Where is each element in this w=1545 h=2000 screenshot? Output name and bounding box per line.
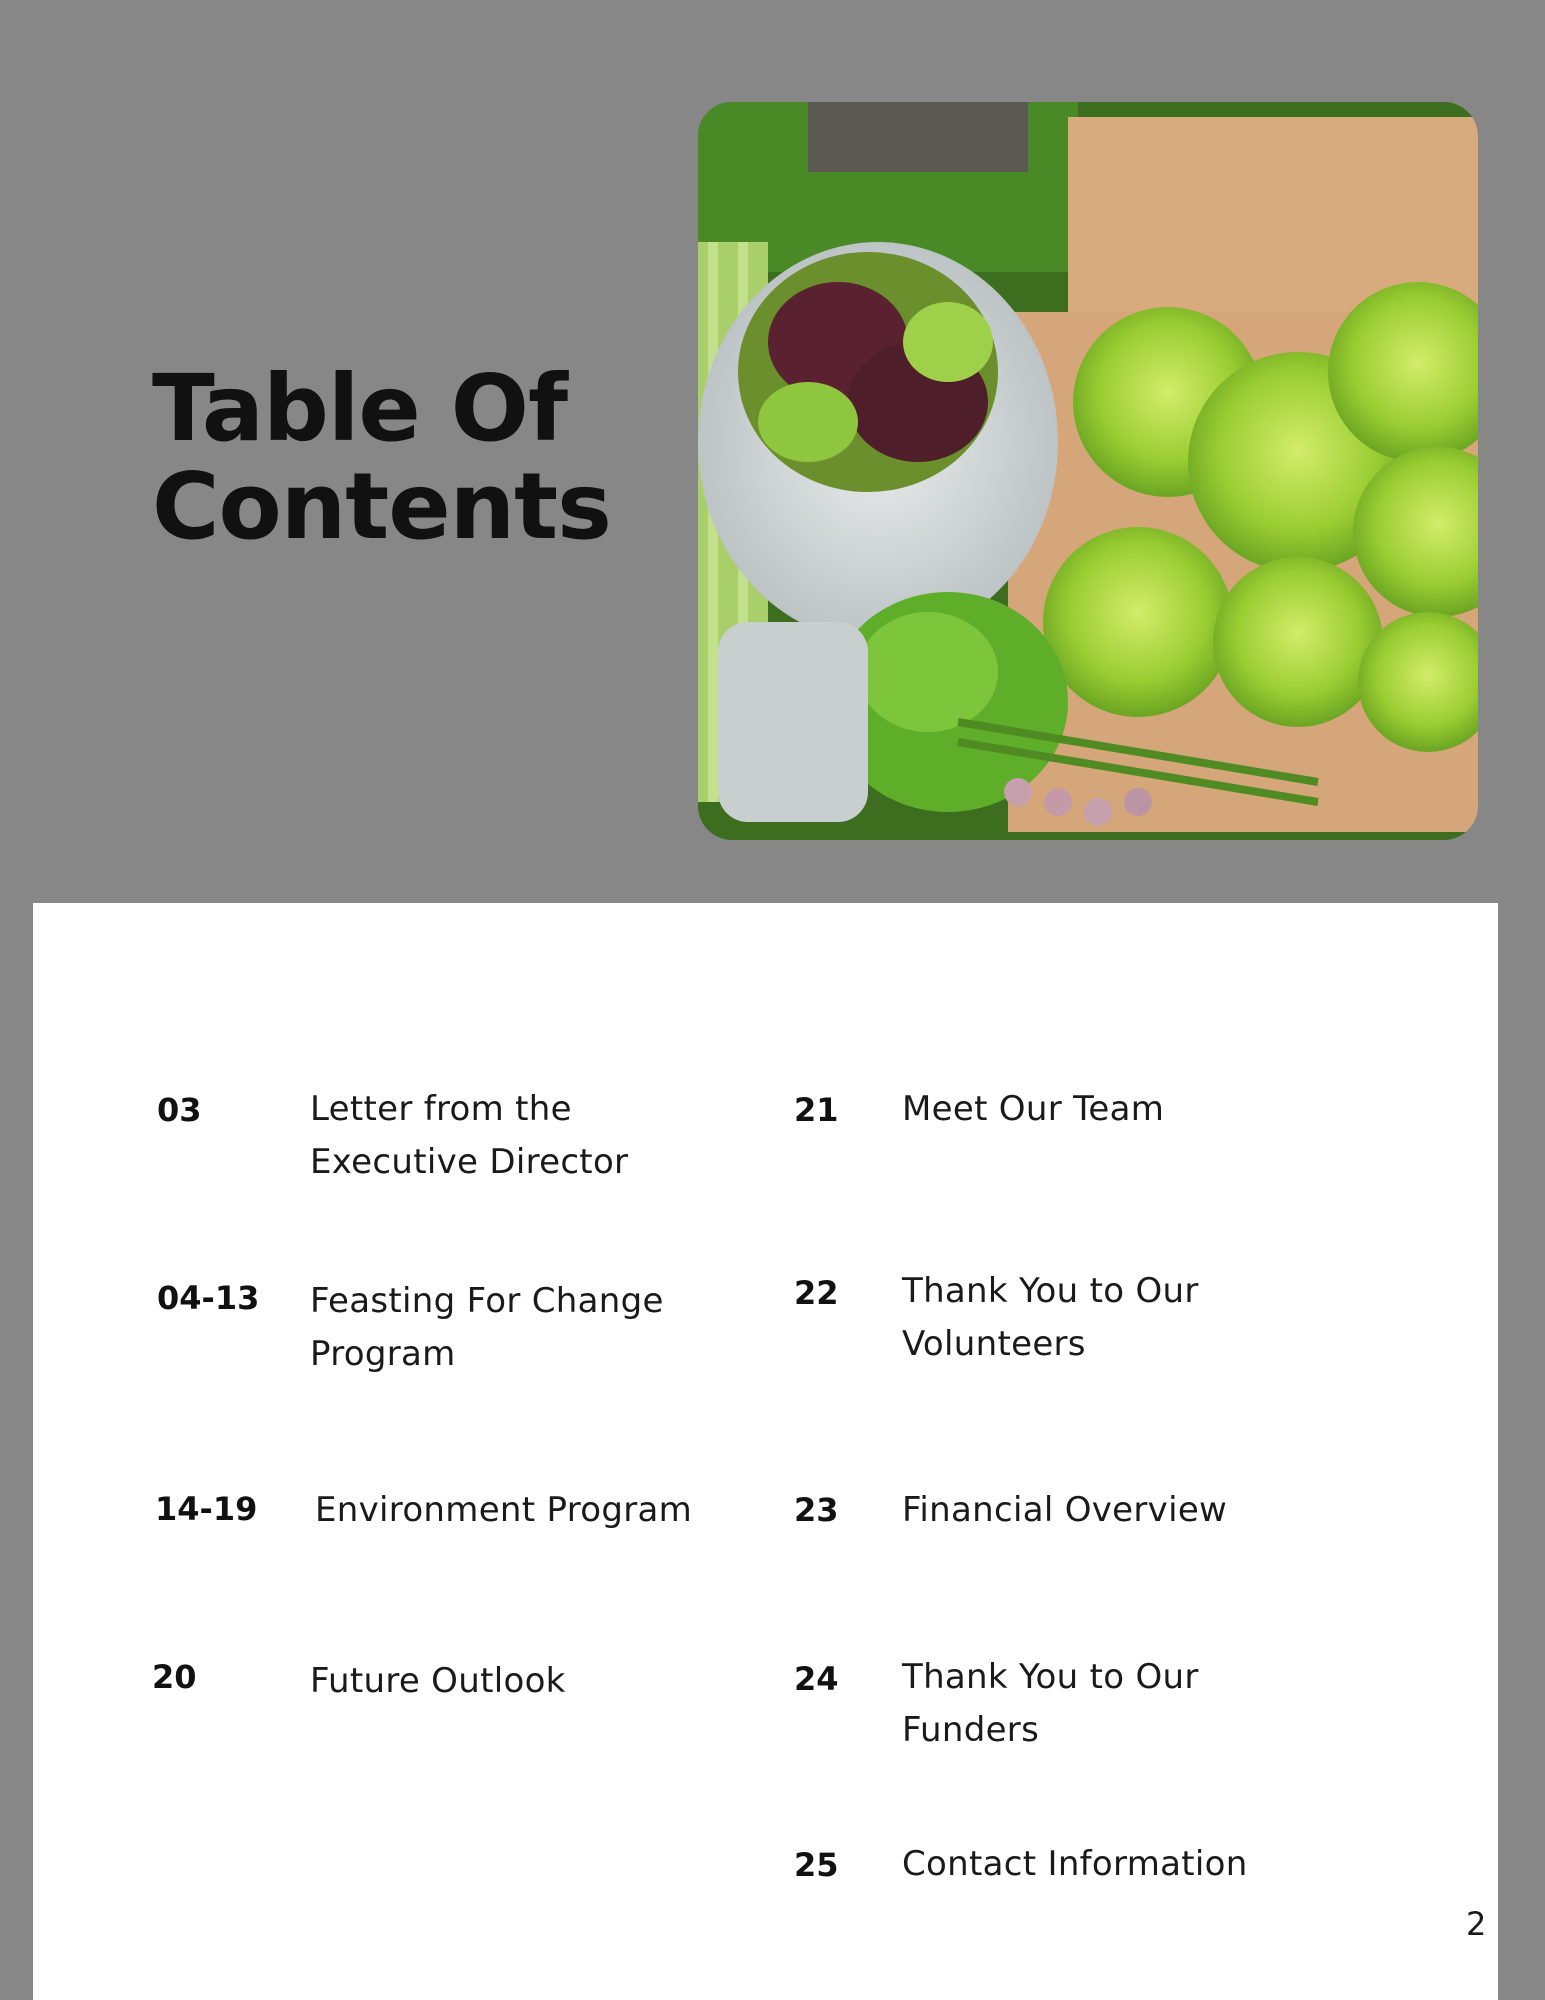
toc-entry-feasting-for-change[interactable]: Feasting For Change Program — [310, 1281, 664, 1374]
toc-page-number: 24 — [794, 1660, 839, 1698]
toc-entry-thank-you-funders[interactable]: Thank You to Our Funders — [902, 1657, 1199, 1750]
toc-entry-environment-program[interactable]: Environment Program — [315, 1490, 693, 1530]
toc-entry-financial-overview[interactable]: Financial Overview — [902, 1490, 1228, 1530]
page-number: 2 — [1466, 1905, 1487, 1943]
toc-page-number: 14-19 — [155, 1490, 258, 1528]
toc-page-number: 25 — [794, 1846, 839, 1884]
lettuce-photo-image — [698, 102, 1478, 840]
hero-photo-lettuce — [698, 102, 1478, 840]
toc-panel — [33, 903, 1498, 2000]
toc-page-number: 04-13 — [157, 1279, 260, 1317]
toc-entry-letter-from-director[interactable]: Letter from the Executive Director — [310, 1089, 629, 1182]
toc-entry-thank-you-volunteers[interactable]: Thank You to Our Volunteers — [902, 1271, 1199, 1364]
toc-page-number: 23 — [794, 1491, 839, 1529]
toc-entry-meet-our-team[interactable]: Meet Our Team — [902, 1089, 1165, 1129]
toc-entry-future-outlook[interactable]: Future Outlook — [310, 1661, 566, 1701]
toc-page-number: 22 — [794, 1274, 839, 1312]
toc-entry-contact-information[interactable]: Contact Information — [902, 1844, 1248, 1884]
toc-page-number: 20 — [152, 1658, 197, 1696]
page-title: Table Of Contents — [152, 355, 611, 560]
toc-page-number: 21 — [794, 1091, 839, 1129]
toc-page-number: 03 — [157, 1091, 202, 1129]
